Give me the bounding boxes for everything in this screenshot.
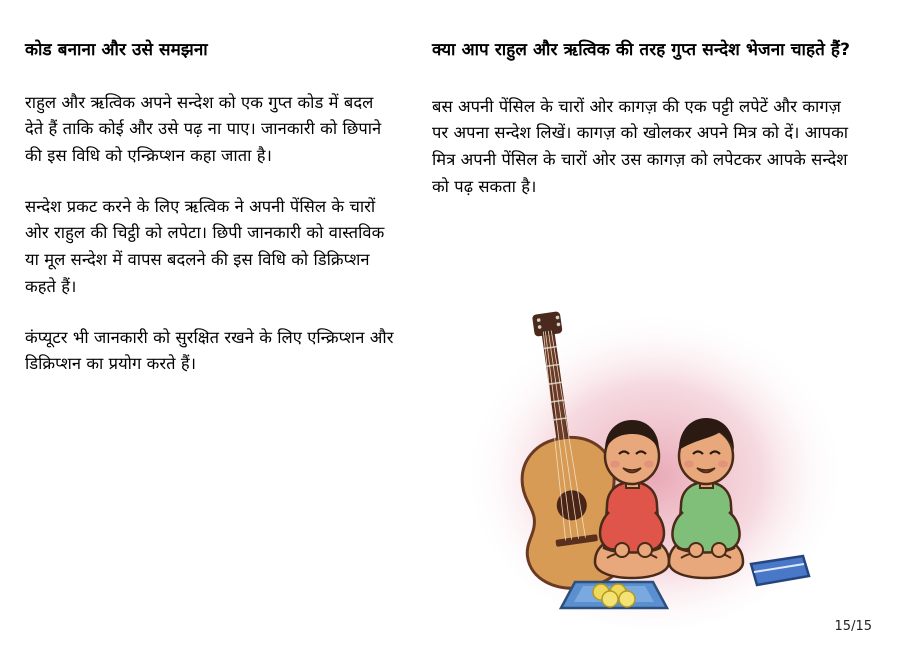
illustration-svg	[455, 300, 855, 630]
left-column	[25, 38, 395, 378]
right-column	[432, 38, 862, 200]
fruit-tray	[561, 582, 667, 608]
left-paragraph-3: कंप्यूटर भी जानकारी को सुरक्षित रखने के लिए एन्क्रिप्शन और डिक्रिप्शन का प्रयोग करते हैं।	[25, 327, 394, 374]
right-column-heading: क्या आप राहुल और ऋत्विक की तरह गुप्त सन्देश भेजना चाहते हैं?	[432, 40, 851, 60]
left-paragraph-1: राहुल और ऋत्विक अपने सन्देश को एक गुप्त कोड में बदल देते हैं ताकि कोई और उसे पढ़ ना पाए। जानकारी को छिपाने की इस विधि को एन्क्रिप्शन कहा जाता है।	[25, 92, 382, 165]
right-paragraph-1: बस अपनी पेंसिल के चारों ओर कागज़ की एक पट्टी लपेटें और कागज़ पर अपना सन्देश लिखें। कागज़ को खोलकर अपने मित्र को दें। आपका मित्र अपनी पेंसिल के चारों ओर उस कागज़ को लपेटकर आपके सन्देश को पढ़ सकता है।	[432, 96, 849, 196]
page-number: 15/15	[834, 619, 872, 634]
two-children-with-guitar-illustration	[455, 300, 855, 630]
left-column-heading: कोड बनाना और उसे समझना	[25, 40, 208, 60]
left-paragraph-2: सन्देश प्रकट करने के लिए ऋत्विक ने अपनी पेंसिल के चारों ओर राहुल की चिट्ठी को लपेटा। छिपी जानकारी को वास्तविक या मूल सन्देश में वापस बदलने की इस विधि को डिक्रिप्शन कहते हैं।	[25, 196, 385, 296]
